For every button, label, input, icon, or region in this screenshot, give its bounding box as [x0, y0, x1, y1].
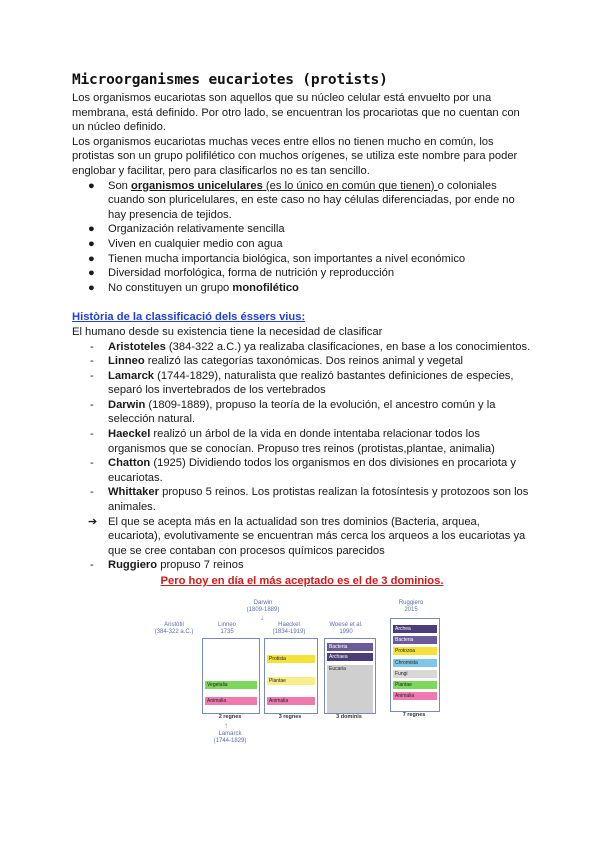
history-item: - Chatton (1925) Dividiendo todos los organismos en dos divisiones en procariota y eucariotas.: [90, 457, 516, 484]
history-item: ➔ El que se acepta más en la actualidad son tres dominios (Bacteria, arquea, eucariota), evolutivamente se encuentran más cerca los arqueos a los eucariotas ya que se cree contaban con procesos químicos parecidos: [88, 515, 526, 557]
bullet-icon: ●: [88, 252, 95, 265]
column-2-regnes: [202, 638, 260, 714]
block-protozoa: Protozoa: [393, 647, 437, 655]
characteristics-list: [72, 179, 532, 296]
history-item: - Ruggiero propuso 7 reinos: [90, 559, 244, 572]
block-plantae: Plantae: [267, 677, 315, 685]
section-intro: El humano desde su existencia tiene la necesidad de clasificar: [72, 325, 383, 338]
list-item: ● Diversidad morfológica, forma de nutrición y reproducción: [88, 267, 395, 280]
count-label: 3 dominis: [336, 714, 362, 720]
block-animalia: Animalia: [267, 697, 315, 705]
bullet-icon: ●: [88, 267, 95, 280]
block-archea: Archea: [393, 625, 437, 633]
page-title: Microorganismes eucariotes (protists): [72, 72, 388, 88]
block-eucaria: Eucaria: [327, 665, 373, 713]
list-item: ● Organización relativamente sencilla: [88, 223, 285, 236]
block-protista: Protista: [267, 655, 315, 663]
block-archaea: Archaea: [327, 653, 373, 661]
block-animalia: Animalia: [205, 697, 257, 705]
column-3-regnes: [264, 638, 318, 714]
label-darwin: Darwin (1809-1889): [246, 600, 280, 613]
block-plantae: Plantae: [393, 681, 437, 689]
label-lamarck: Lamarck (1744-1829): [213, 731, 247, 744]
list-item: ● Viven en cualquier medio con agua: [88, 237, 283, 250]
document-page: [72, 72, 532, 589]
history-item: - Linneo realizó las categorías taxonómicas. Dos reinos animal y vegetal: [90, 355, 464, 368]
bullet-icon: ●: [88, 281, 95, 294]
history-item: - Whittaker propuso 5 reinos. Los protistas realizan la fotosíntesis y protozoos son los animales.: [90, 486, 529, 514]
down-arrow-icon: ↓: [260, 613, 264, 622]
intro-paragraph-1: Los organismos eucariotas son aquellos que su núcleo celular está envuelto por una membrana, está definido. Por otro lado, se encuentran los procariotas que no cuentan con un núcleo definido.: [72, 92, 520, 134]
label-woese: Woese et al. 1990: [329, 622, 363, 635]
block-fungi: Fungi: [393, 670, 437, 678]
list-item: ● No constituyen un grupo monofilético: [88, 281, 299, 294]
block-chromista: Chromista: [393, 659, 437, 667]
bullet-icon: ●: [88, 237, 95, 250]
section-title: Història de la classificació dels éssers vius:: [72, 311, 306, 324]
highlight-text: Pero hoy en día el más aceptado es el de 3 dominios.: [160, 575, 444, 587]
list-item: ● Tienen mucha importancia biológica, son importantes a nivel económico: [88, 252, 466, 265]
history-list: [72, 340, 532, 574]
arrow-icon: ➔: [88, 515, 98, 528]
history-item: - Haeckel realizó un árbol de la vida en donde intentaba relacionar todos los organismos que se conocían. Propuso tres reinos (protistas,plantae, animalia): [90, 428, 495, 455]
history-item: - Lamarck (1744-1829), naturalista que realizó bastantes definiciones de especies, separó los invertebrados de los vertebrados: [90, 369, 514, 397]
bullet-icon: ●: [88, 179, 95, 192]
label-linneo: Linneo 1735: [217, 622, 237, 635]
up-arrow-icon: ↑: [224, 721, 228, 730]
label-haeckel: Haeckel (1834-1919): [272, 622, 306, 635]
history-item: - Aristoteles (384-322 a.C.) ya realizaba clasificaciones, en base a los conocimientos.: [90, 340, 531, 353]
column-3-dominis: [324, 638, 376, 714]
label-aristotil: Aristòtil (384-322 a.C.): [154, 622, 194, 635]
history-item: - Darwin (1809-1889), propuso la teoría de la evolución, el ancestro común y la selección natural.: [90, 398, 496, 426]
intro-paragraph-2: Los organismos eucariotas muchas veces entre ellos no tienen mucho en común, los protistas son un grupo polifilético con muchos orígenes, se utiliza este nombre para poder englobar y facilitar, pero para clasificarlos no es tan sencillo.: [72, 135, 518, 177]
column-7-regnes: [390, 618, 440, 712]
block-bacteria: Bacteria: [327, 643, 373, 651]
list-item: ● Son organismos unicelulares (es lo único en común que tienen) o coloniales cuando son pluricelulares, en este caso no hay células diferenciadas, por ende no hay presencia de tejidos.: [88, 179, 515, 221]
block-animalia: Animalia: [393, 692, 437, 700]
bullet-icon: ●: [88, 223, 95, 236]
block-bacteria: Bacteria: [393, 636, 437, 644]
classification-diagram: [150, 600, 440, 750]
block-vegetalia: Vegetalia: [205, 681, 257, 689]
count-label: 7 regnes: [402, 712, 426, 718]
count-label: 3 regnes: [278, 714, 302, 720]
label-ruggiero: Ruggiero 2015: [398, 600, 424, 613]
count-label: 2 regnes: [218, 714, 242, 720]
